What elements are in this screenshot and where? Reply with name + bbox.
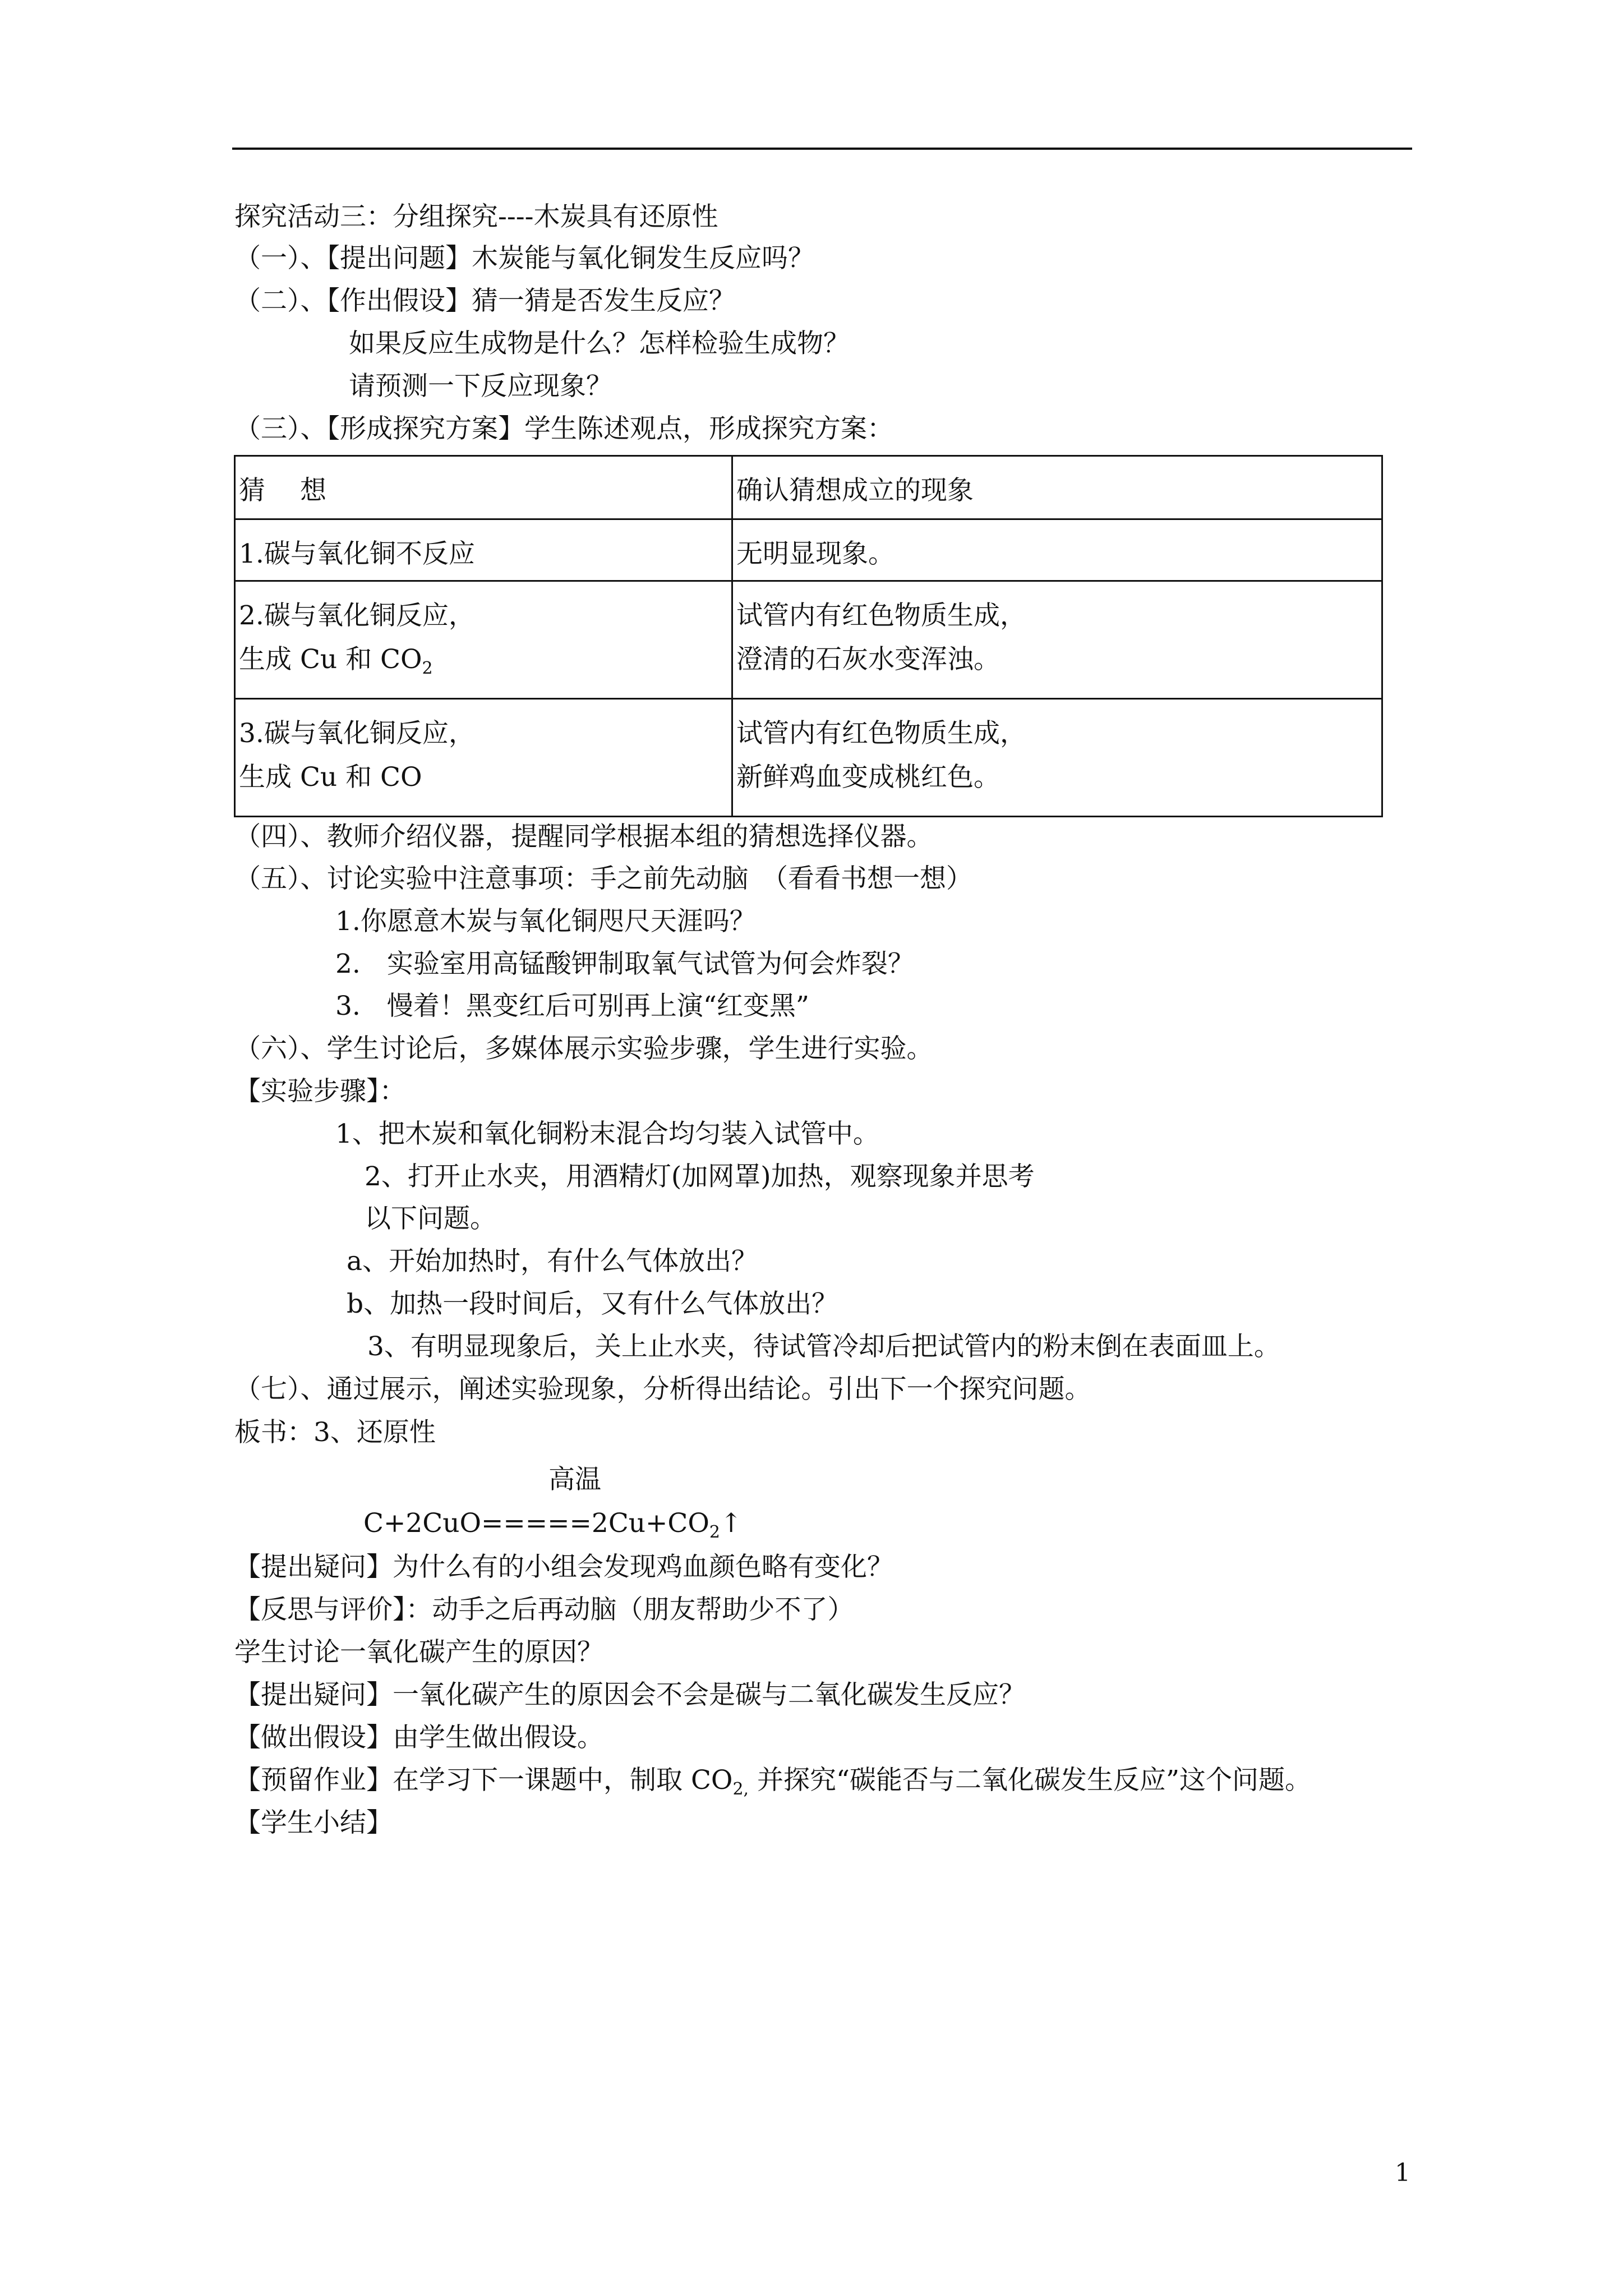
procedure-question-a: a、开始加热时，有什么气体放出？ xyxy=(347,1246,758,1277)
table-cell-phenomenon: 试管内有红色物质生成， 澄清的石灰水变浑浊。 xyxy=(732,581,1382,699)
discussion: 学生讨论一氧化碳产生的原因？ xyxy=(234,1637,603,1668)
homework: 【预留作业】在学习下一课题中，制取 $CO_{2,}$ 并探究“碳能否与二氧化碳发生反应”这个问题。 xyxy=(234,1765,1312,1799)
precaution-item-3: 3. 慢着！黑变红后可别再上演“红变黑” xyxy=(335,991,809,1022)
table-row xyxy=(235,519,1382,581)
hypothesis-sub-b: 请预测一下反应现象？ xyxy=(349,371,612,402)
experiment-step-6: （六）、学生讨论后，多媒体展示实验步骤，学生进行实验。 xyxy=(234,1033,933,1064)
question-step-1: （一）、【提出问题】木炭能与氧化铜发生反应吗？ xyxy=(234,243,814,274)
procedure-step-3: 3、有明显现象后，关上止水夹，待试管冷却后把试管内的粉末倒在表面皿上。 xyxy=(367,1331,1280,1362)
table-row xyxy=(235,581,1382,699)
plan-step-3: （三）、【形成探究方案】学生陈述观点，形成探究方案： xyxy=(234,413,893,444)
table-cell-guess: 3.碳与氧化铜反应， 生成 Cu 和 CO xyxy=(235,699,732,817)
table-cell-phenomenon: 试管内有红色物质生成， 新鲜鸡血变成桃红色。 xyxy=(732,699,1382,817)
hypothesis-statement: 【做出假设】由学生做出假设。 xyxy=(234,1722,603,1753)
board-heading: 板书：3、还原性 xyxy=(234,1417,436,1448)
table-header-row xyxy=(235,456,1382,519)
precaution-item-1: 1.你愿意木炭与氧化铜咫尺天涯吗？ xyxy=(335,906,756,937)
table-row xyxy=(235,699,1382,817)
precaution-item-2: 2. 实验室用高锰酸钾制取氧气试管为何会炸裂？ xyxy=(335,949,914,979)
student-summary: 【学生小结】 xyxy=(234,1807,393,1838)
reflection: 【反思与评价】：动手之后再动脑（朋友帮助少不了） xyxy=(234,1594,854,1625)
chemical-equation: $C+2CuO=====2Cu+CO_2↑$ xyxy=(363,1508,743,1542)
procedure-question-b: b、加热一段时间后，又有什么气体放出？ xyxy=(347,1289,838,1319)
conclusion-step-7: （七）、通过展示，阐述实验现象，分析得出结论。引出下一个探究问题。 xyxy=(234,1374,1091,1405)
procedure-step-1: 1、把木炭和氧化铜粉末混合均匀装入试管中。 xyxy=(335,1119,879,1149)
procedure-step-2: 2、打开止水夹，用酒精灯(加网罩)加热，观察现象并思考 xyxy=(365,1161,1035,1192)
table-cell-guess: 2.碳与氧化铜反应， 生成 Cu 和 $CO_2$ xyxy=(235,581,732,699)
hypothesis-step-2: （二）、【作出假设】猜一猜是否发生反应？ xyxy=(234,286,735,316)
hypothesis-sub-a: 如果反应生成物是什么？怎样检验生成物？ xyxy=(349,328,850,359)
table-cell-guess: 1.碳与氧化铜不反应 xyxy=(235,519,732,581)
section-title: 探究活动三：分组探究----木炭具有还原性 xyxy=(234,201,718,232)
raise-question-1: 【提出疑问】为什么有的小组会发现鸡血颜色略有变化？ xyxy=(234,1552,893,1582)
table-header-phenomenon: 确认猜想成立的现象 xyxy=(732,456,1382,519)
page-number: 1 xyxy=(1395,2159,1410,2187)
apparatus-step-4: （四）、教师介绍仪器，提醒同学根据本组的猜想选择仪器。 xyxy=(234,821,933,852)
table-cell-phenomenon: 无明显现象。 xyxy=(732,519,1382,581)
procedure-step-2-cont: 以下问题。 xyxy=(365,1203,496,1234)
hypothesis-table xyxy=(234,455,1383,817)
reaction-condition: 高温 xyxy=(548,1464,601,1495)
table-header-guess: 猜 想 xyxy=(235,456,732,519)
header-rule xyxy=(232,148,1412,150)
precautions-step-5: （五）、讨论实验中注意事项：手之前先动脑 （看看书想一想） xyxy=(234,863,972,894)
steps-heading: 【实验步骤】： xyxy=(234,1076,406,1107)
raise-question-2: 【提出疑问】一氧化碳产生的原因会不会是碳与二氧化碳发生反应？ xyxy=(234,1680,1025,1710)
